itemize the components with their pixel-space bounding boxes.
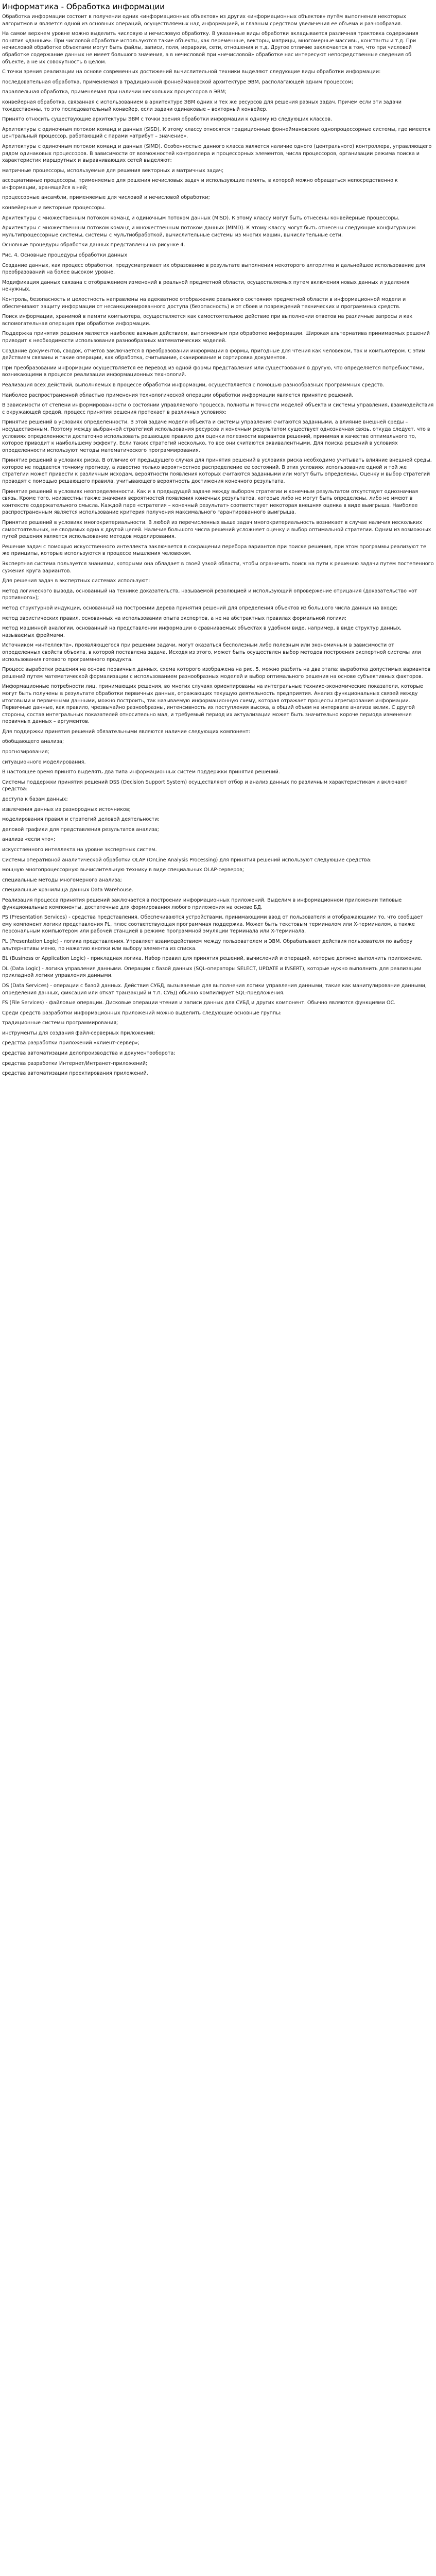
paragraph: DS (Data Services) - операции с базой данных. Действия СУБД, вызываемые для выполнения логики управления данными, такие как манипулирование данными, определения данных, фиксация или откат транзакций и т.п. СУБД обычно компилирует SQL-предложения. (2, 982, 427, 996)
page-title: Информатика - Обработка информации (2, 2, 165, 11)
paragraph: Экспертная система пользуется знаниями, которыми она обладает в своей узкой области, чтобы ограничить поиск на пути к решению задачи путем постепенного сужения круга вариантов. (2, 561, 434, 574)
paragraph: метод логического вывода, основанный на технике доказательств, называемой резолюцией и использующий опровержение отрицания (доказательство «от противного»); (2, 588, 417, 601)
document (0, 0, 436, 1082)
paragraph: Системы оперативной аналитической обработки OLAP (OnLine Analysis Processing) для принятия решений используют следующие средства: (2, 857, 372, 863)
paragraph: Создание данных, как процесс обработки, предусматривает их образование в результате выполнения некоторого алгоритма и дальнейшее использование для преобразований на более высоком уровне. (2, 262, 425, 276)
paragraph: Принятие решений в условиях определенности. В этой задаче модели объекта и системы управления считаются заданными, а влияние внешней среды – несущественным. Поэтому между выбранной стратегией использования ресурсов и конечным результатом существует однозначная связь, откуда следует, что в условиях определенности достаточно использовать решающее правило для оценки полезности вариантов решений, принимая в качестве оптимального то, которое приводит к наибольшему эффекту. Если таких стратегий несколько, то все они считаются эквивалентными. Для поиска решений в условиях определенности используют методы математического программирования. (2, 419, 430, 453)
paragraph: обобщающего анализа; (2, 739, 64, 745)
paragraph: метод эвристических правил, основанных на использовании опыта экспертов, а не на абстрактных правилах формальной логики; (2, 615, 347, 621)
paragraph: Основные процедуры обработки данных представлены на рисунке 4. (2, 242, 185, 248)
paragraph: Обработка информации состоит в получении одних «информационных объектов» из других «информационных объектов» путём выполнения некоторых алгоритмов и является одной из основных операций, осуществляемых над информацией, и главным средством увеличения ее объема и разнообразия. (2, 14, 406, 27)
paragraph: Рис. 4. Основные процедуры обработки данных (2, 252, 128, 259)
paragraph: Архитектуры с одиночным потоком команд и данных (SISD). К этому классу относятся традиционные фоннеймановские однопроцессорные системы, где имеется центральный процессор, работающий с парами «атрибут – значение». (2, 126, 431, 140)
paragraph: специальные методы многомерного анализа; (2, 877, 122, 883)
paragraph: конвейерная обработка, связанная с использованием в архитектуре ЭВМ одних и тех же ресурсов для решения разных задач. Причем если эти задачи тождественны, то это последовательный конвейер, если задачи одинаковые – векторный конвейер. (2, 99, 402, 112)
paragraph: мощную многопроцессорную вычислительную технику в виде специальных OLAP-серверов; (2, 867, 245, 873)
paragraph: конвейерные и векторные процессоры. (2, 205, 106, 211)
paragraph: ассоциативные процессоры, применяемые для решения нечисловых задач и использующие память, в которой можно обращаться непосредственно к информации, хранящейся в ней; (2, 178, 398, 191)
paragraph: Принятие решений в условиях многокритериальности. В любой из перечисленных выше задач многокритериальность возникает в случае наличия нескольких самостоятельных, не сводимых одна к другой целей. Наличие большого числа решений усложняет оценку и выбор оптимальной стратегии. Одним из возможных путей решения является использование методов моделирования. (2, 520, 431, 540)
paragraph: Процесс выработки решения на основе первичных данных, схема которого изображена на рис. 5, можно разбить на два этапа: выработка допустимых вариантов решений путем математической формализации с использованием разнообразных моделей и выбор оптимального решения на основе субъективных факторов. (2, 667, 431, 680)
paragraph: метод машинной аналогии, основанный на представлении информации о сравниваемых объектах в удобном виде, например, в виде структур данных, называемых фреймами. (2, 625, 402, 638)
paragraph: деловой графики для представления результатов анализа; (2, 826, 159, 833)
paragraph: средства автоматизации проектирования приложений. (2, 1071, 148, 1077)
paragraph: Принятие решений в условиях риска. В отличие от предыдущего случая для принятия решений в условиях риска необходимо учитывать влияние внешней среды, которое не поддается точному прогнозу, а известно только вероятностное распределение ее состояний. В этих условиях использование одной и той же стратегии может привести к различным исходам, вероятности появления которых считаются заданными или могут быть определены. Оценку и выбор стратегий проводят с помощью решающего правила, учитывающего вероятность достижения конечного результата. (2, 457, 432, 485)
paragraph: Системы поддержки принятия решений DSS (Decision Support System) осуществляют отбор и анализ данных по различным характеристикам и включают средства: (2, 779, 408, 792)
paragraph: параллельная обработка, применяемая при наличии нескольких процессоров в ЭВМ; (2, 89, 226, 95)
paragraph: процессорные ансамбли, применяемые для числовой и нечисловой обработки; (2, 195, 210, 201)
paragraph: средства разработки Интернет/Интранет-приложений; (2, 1060, 148, 1066)
paragraph: извлечения данных из разнородных источников; (2, 806, 131, 812)
paragraph: PL (Presentation Logic) - логика представления. Управляет взаимодействием между пользователем и ЭВМ. Обрабатывает действия пользователя по выбору альтернативы меню, по нажатию кнопки или выбору элемента из списка. (2, 938, 413, 952)
paragraph: анализа «если что»; (2, 837, 56, 843)
article-body (2, 13, 434, 1077)
paragraph: прогнозирования; (2, 749, 49, 755)
paragraph: ситуационного моделирования. (2, 759, 86, 765)
paragraph: средства разработки приложений «клиент-сервер»; (2, 1040, 140, 1046)
paragraph: метод структурной индукции, основанный на построении дерева принятия решений для определения объектов из большого числа данных на входе; (2, 605, 398, 611)
paragraph: При преобразовании информации осуществляется ее перевод из одной формы представления или существования в другую, что определяется потребностями, возникающими в процессе реализации информационных технологий. (2, 365, 424, 378)
paragraph: Для поддержки принятия решений обязательными являются наличие следующих компонент: (2, 728, 250, 735)
paragraph: Поиск информации, хранимой в памяти компьютера, осуществляется как самостоятельное действие при выполнении ответов на различные запросы и как вспомогательная операция при обработке информации. (2, 314, 413, 327)
paragraph: моделирования правил и стратегий деловой деятельности; (2, 817, 160, 823)
paragraph: Контроль, безопасность и целостность направлены на адекватное отображение реального состояния предметной области в информационной модели и обеспечивают защиту информации от несанкционированного доступа (безопасность) и от сбоев и повреждений технических и программных средств. (2, 297, 406, 310)
paragraph: Для решения задач в экспертных системах используют: (2, 578, 150, 584)
paragraph: Архитектуры с множественным потоком команд и множественным потоком данных (MIMD). К этому классу могут быть отнесены следующие конфигурации: мультипроцессорные системы, системы с мультиобработкой, вычислительные системы из многих машин, вычислительные сети. (2, 225, 417, 238)
paragraph: доступа к базам данных; (2, 796, 68, 803)
paragraph: Архитектуры с множественным потоком команд и одиночным потоком данных (MISD). К этому классу могут быть отнесены конвейерные процессоры. (2, 215, 400, 221)
paragraph: искусственного интеллекта на уровне экспертных систем. (2, 847, 157, 853)
paragraph: Реализация всех действий, выполняемых в процессе обработки информации, осуществляется с помощью разнообразных программных средств. (2, 382, 385, 388)
paragraph: FS (File Services) - файловые операции. Дисковые операции чтения и записи данных для СУБД и других компонент. Обычно являются функциями ОС. (2, 1000, 396, 1006)
paragraph: В настоящее время принято выделять два типа информационных систем поддержки принятия решений. (2, 769, 280, 775)
paragraph: BL (Business or Application Logic) - прикладная логика. Набор правил для принятия решений, вычислений и операций, которые должно выполнить приложение. (2, 956, 423, 962)
paragraph: Реализация процесса принятия решений заключается в построении информационных приложений. Выделим в информационном приложении типовые функциональные компоненты, достаточные для формирования любого приложения на основе БД. (2, 897, 402, 910)
paragraph: Решение задач с помощью искусственного интеллекта заключается в сокращении перебора вариантов при поиске решения, при этом программы реализуют те же принципы, которые используются в процессе мышления человеком. (2, 544, 426, 557)
paragraph: специальные хранилища данных Data Warehouse. (2, 887, 133, 893)
paragraph: средства автоматизации делопроизводства и документооборота; (2, 1050, 176, 1057)
paragraph: Архитектуры с одиночным потоком команд и данных (SIMD). Особенностью данного класса является наличие одного (центрального) контроллера, управляющего рядом одинаковых процессоров. В зависимости от возможностей контроллера и процессорных элементов, числа процессоров, организации режима поиска и характеристик маршрутных и выравнивающих сетей выделяют: (2, 143, 432, 164)
paragraph: Наиболее распространенной областью применения технологической операции обработки информации является принятие решений. (2, 392, 354, 398)
paragraph: В зависимости от степени информированности о состоянии управляемого процесса, полноты и точности моделей объекта и системы управления, взаимодействия с окружающей средой, процесс принятия решения протекает в различных условиях: (2, 402, 434, 415)
paragraph: Принятие решений в условиях неопределенности. Как и в предыдущей задаче между выбором стратегии и конечным результатом отсутствует однозначная связь. Кроме того, неизвестны также значения вероятностей появления конечных результатов, которые либо не могут быть определены, либо не имеют в контексте содержательного смысла. Каждой паре «стратегия – конечный результат» соответствует некоторая внешняя оценка в виде выигрыша. Наиболее распространенным является использование критерия получения максимального гарантированного выигрыша. (2, 488, 418, 516)
paragraph: С точки зрения реализации на основе современных достижений вычислительной техники выделяют следующие виды обработки информации: (2, 69, 381, 75)
paragraph: Среди средств разработки информационных приложений можно выделить следующие основные группы: (2, 1010, 282, 1016)
paragraph: инструменты для создания файл-серверных приложений; (2, 1030, 155, 1036)
paragraph: PS (Presentation Services) - средства представления. Обеспечиваются устройствами, принимающими ввод от пользователя и отображающими то, что сообщает ему компонент логики представления PL, плюс соответствующая программная поддержка. Может быть текстовым терминалом или X-терминалом, а также персональным компьютером или рабочей станцией в режиме программной эмуляции терминала или X-терминала. (2, 914, 423, 935)
paragraph: Создание документов, сводок, отчетов заключается в преобразовании информации в формы, пригодные для чтения как человеком, так и компьютером. С этим действием связаны и такие операции, как обработка, считывание, сканирование и сортировка документов. (2, 348, 426, 361)
paragraph: матричные процессоры, используемые для решения векторных и матричных задач; (2, 167, 224, 174)
paragraph: Источником «интеллекта», проявляющегося при решении задачи, могут оказаться бесполезным либо полезным или экономичным в зависимости от определенных свойств объекта, в которой поставлена задача. Исходя из этого, может быть осуществлен выбор методов построения экспертной системы или использования готового программного продукта. (2, 642, 421, 663)
paragraph: На самом верхнем уровне можно выделить числовую и нечисловую обработку. В указанные виды обработки вкладывается различная трактовка содержания понятия «данные». При числовой обработке используются такие объекты, как переменные, векторы, матрицы, многомерные массивы, константы и т.д. При нечисловой обработке объектами могут быть файлы, записи, поля, иерархии, сети, отношения и т.д. Другое отличие заключается в том, что при числовой обработке содержание данных не имеет большого значения, а в нечисловой при «нечисловой» обработке нас интересуют непосредственные сведения об объекте, а не их совокупность в целом. (2, 31, 418, 65)
paragraph: традиционные системы программирования; (2, 1020, 118, 1026)
paragraph: последовательная обработка, применяемая в традиционной фоннеймановской архитектуре ЭВМ, располагающей одним процессом; (2, 79, 354, 85)
paragraph: Модификация данных связана с отображением изменений в реальной предметной области, осуществляемых путем включения новых данных и удаления ненужных. (2, 279, 410, 293)
paragraph: Поддержка принятия решения является наиболее важным действием, выполняемым при обработке информации. Широкая альтернатива принимаемых решений приводит к необходимости использования разнообразных математических моделей. (2, 331, 430, 344)
paragraph: Информационные потребности лиц, принимающих решения, во многих случаях ориентированы на интегральные технико-экономические показатели, которые могут быть получены в результате обработки первичных данных, отражающих текущую деятельность предприятия. Анализ функциональных связей между итоговыми и первичными данными, можно построить, так называемую информационную схему, которая отражает процессы агрегирования информации. Первичные данные, как правило, чрезвычайно разнообразны, интенсивность их поступления высока, а общий объем на интервале анализа велик. С другой стороны, состав интегральных показателей относительно мал, и требуемый период их актуализации может быть значительно короче периода изменения первичных данных – аргументов. (2, 684, 423, 725)
paragraph: Принято относить существующие архитектуры ЭВМ с точки зрения обработки информации к одному из следующих классов. (2, 116, 333, 123)
paragraph: DL (Data Logic) - логика управления данными. Операции с базой данных (SQL-операторы SELECT, UPDATE и INSERT), которые нужно выполнить для реализации прикладной логики управления данными. (2, 965, 422, 979)
